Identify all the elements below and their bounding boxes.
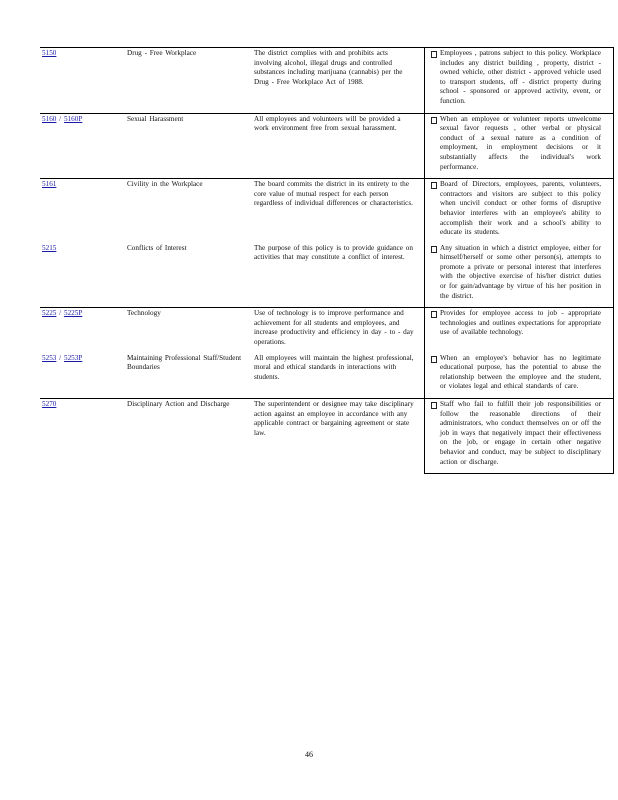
policy-coverage-cell — [425, 113, 614, 179]
procedure-number-link[interactable]: 5160P — [63, 114, 83, 123]
checkbox-icon — [431, 51, 437, 58]
policy-coverage-cell — [425, 48, 614, 114]
policy-number-link[interactable]: 5270 — [42, 400, 57, 408]
table-row — [40, 244, 614, 308]
policy-coverage: Board of Directors, employees, parents, volunteers, contractors and visitors are subject to this policy when uncivil conduct or other forms of disruptive behavior interferes with an employee's ability to accomplish their work and a school's ability to educate its students. — [440, 180, 601, 237]
policy-number-link[interactable]: 5215 — [42, 243, 57, 252]
policy-number-cell — [40, 48, 125, 114]
policy-number-cell — [40, 113, 125, 179]
checkbox-icon — [431, 402, 437, 409]
policy-number-link[interactable]: 5161 — [42, 180, 57, 189]
policy-number-cell — [40, 244, 125, 308]
checkbox-icon — [431, 246, 437, 253]
table-row — [40, 48, 614, 114]
policy-title: Conflicts of Interest — [127, 243, 187, 252]
procedure-number-link[interactable]: 5225P — [63, 309, 83, 318]
policy-number-link[interactable]: 5160 — [42, 114, 57, 123]
checkbox-icon — [431, 311, 437, 318]
policy-number-link[interactable]: 5253 — [42, 353, 57, 362]
policy-number-cell — [40, 308, 125, 354]
page-number: 46 — [305, 750, 313, 759]
policy-number-cell — [40, 179, 125, 244]
policy-description: The purpose of this policy is to provide guidance on activities that may constitute a conflict of interest. — [254, 243, 413, 262]
policy-title: Maintaining Professional Staff/Student Boundaries — [127, 353, 242, 372]
table-row — [40, 179, 614, 244]
table-row — [40, 308, 614, 354]
policy-title: Civility in the Workplace — [125, 179, 252, 244]
policy-title: Disciplinary Action and Discharge — [125, 399, 252, 474]
policy-description: Use of technology is to improve performance and achievement for all students and employees, and increase productivity and efficiency in day - to - day operations. — [252, 308, 425, 354]
checkbox-icon — [431, 117, 437, 124]
policy-coverage-cell — [425, 354, 614, 399]
number-separator: / — [56, 309, 64, 318]
policy-coverage: When an employee or volunteer reports unwelcome sexual favor requests , other verbal or physical conduct of a sexual nature as a condition of employment, in employment decisions or it substantially affects the individual's work performance. — [440, 114, 601, 171]
table-row — [40, 354, 614, 399]
policy-description: The superintendent or designee may take disciplinary action against an employee in accordance with any applicable contract or bargaining agreement or state law. — [252, 399, 425, 474]
table-row — [40, 399, 614, 474]
policy-coverage: Staff who fail to fulfill their job responsibilities or follow the reasonable directions of their administrators, who conduct themselves on or off the job in ways that negatively impact their effectiveness on the job, or engage in certain other negative behavior and conduct, may be subject to disciplinary action or discharge. — [440, 400, 601, 466]
policy-description: All employees and volunteers will be provided a work environment free from sexual harassment. — [252, 113, 425, 179]
policy-coverage: When an employee's behavior has no legitimate educational purpose, has the potential to abuse the relationship between the employee and the student, or violates legal and ethical standards of care. — [440, 353, 601, 391]
policy-number-cell — [40, 354, 125, 399]
policy-coverage: Any situation in which a district employee, either for himself/herself or some other person(s), attempts to promote a private or personal interest that interferes with the objective exercise of his/her district duties or for gain/advantage by virtue of his her position in the district. — [440, 243, 601, 300]
policy-coverage-cell — [425, 244, 614, 308]
policy-number-link[interactable]: 5150 — [42, 49, 57, 57]
policy-description: All employees will maintain the highest professional, moral and ethical standards in interactions with students. — [254, 353, 414, 381]
policy-coverage: Employees , patrons subject to this policy. Workplace includes any district building , property, district - owned vehicle, other district - approved vehicle used to transport students, off - district property during school - sponsored or approved activity, event, or function. — [440, 49, 601, 105]
policy-title: Drug - Free Workplace — [125, 48, 252, 114]
table-row — [40, 113, 614, 179]
number-separator: / — [56, 353, 64, 362]
policy-table — [40, 47, 614, 474]
policy-coverage: Provides for employee access to job - appropriate technologies and outlines expectations for appropriate use of available technology. — [440, 309, 601, 337]
policy-title: Technology — [125, 308, 252, 354]
policy-description: The district complies with and prohibits acts involving alcohol, illegal drugs and controlled substances including marijuana (cannabis) per the Drug - Free Workplace Act of 1988. — [252, 48, 425, 114]
policy-description: The board commits the district in its entirety to the core value of mutual respect for each person regardless of individual differences or characteristics. — [252, 179, 425, 244]
policy-coverage-cell — [425, 308, 614, 354]
checkbox-icon — [431, 182, 437, 189]
policy-title: Sexual Harassment — [125, 113, 252, 179]
policy-number-link[interactable]: 5225 — [42, 309, 57, 318]
number-separator: / — [56, 114, 64, 123]
policy-coverage-cell — [425, 399, 614, 474]
policy-coverage-cell — [425, 179, 614, 244]
checkbox-icon — [431, 356, 437, 363]
procedure-number-link[interactable]: 5253P — [63, 353, 83, 362]
policy-number-cell — [40, 399, 125, 474]
